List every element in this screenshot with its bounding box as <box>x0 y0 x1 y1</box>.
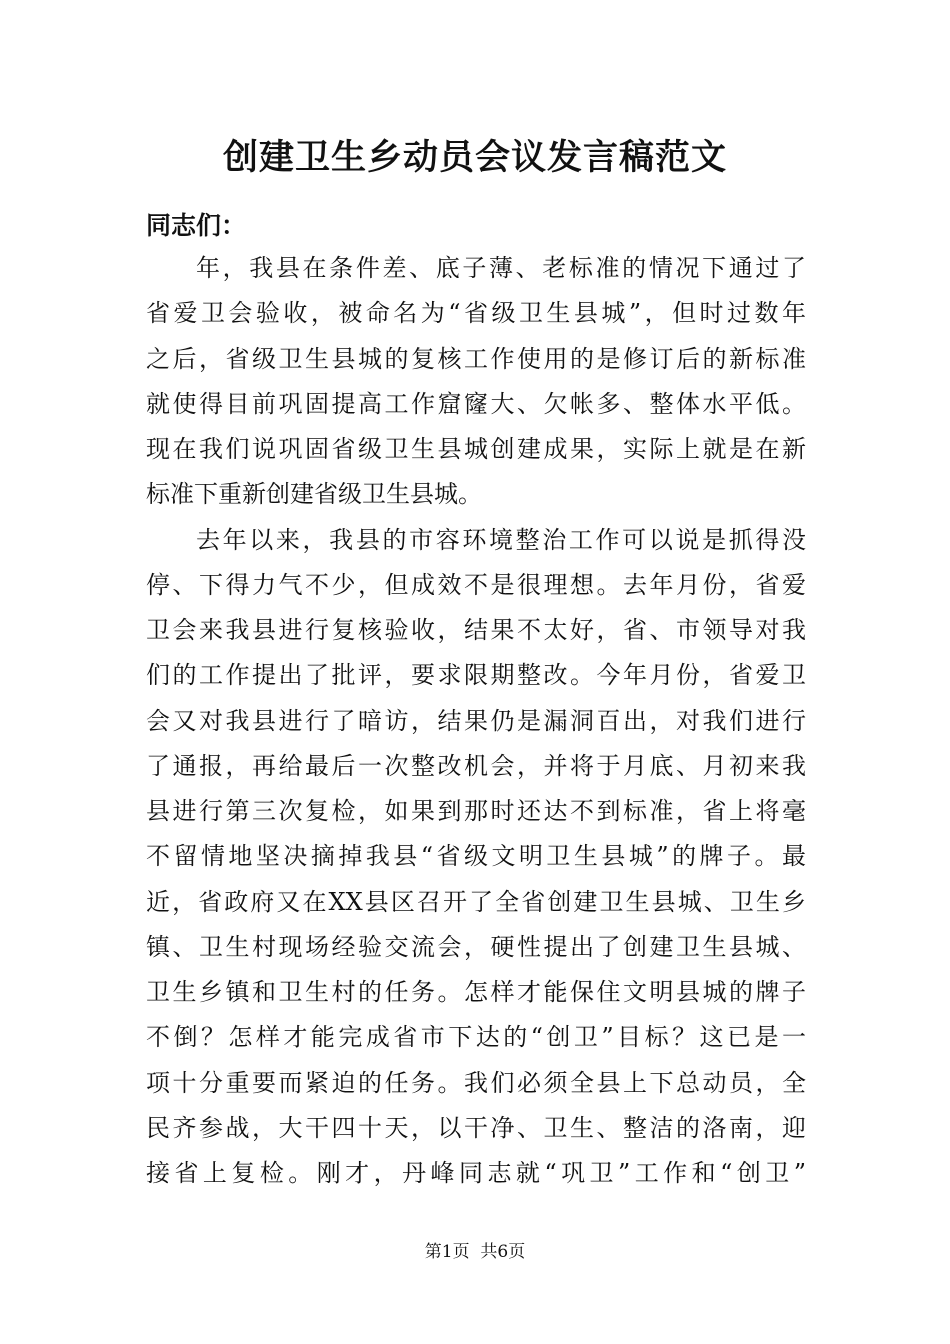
paragraph-1-line-1: 年，我县在条件差、底子薄、老标准的情况下通过了 <box>196 254 806 282</box>
paragraph-2-line-15: 接省上复检。刚才，丹峰同志就“巩卫”工作和“创卫” <box>146 1159 806 1187</box>
document-title: 创建卫生乡动员会议发言稿范文 <box>222 137 727 178</box>
page-number: 第1页 共6页 <box>424 1242 526 1262</box>
paragraph-2-line-6: 了通报，再给最后一次整改机会，并将于月底、月初来我 <box>146 751 806 780</box>
paragraph-2-line-9: 近，省政府又在XX县区召开了全省创建卫生县城、卫生乡 <box>146 887 806 916</box>
paragraph-1-line-2: 省爱卫会验收，被命名为“省级卫生县城”，但时过数年 <box>146 299 806 328</box>
document-body <box>146 246 806 1196</box>
paragraph-2-line-10: 镇、卫生村现场经验交流会，硬性提出了创建卫生县城、 <box>146 932 806 961</box>
paragraph-1-line-6: 标准下重新创建省级卫生县城。 <box>146 480 482 509</box>
paragraph-2-line-8: 不留情地坚决摘掉我县“省级文明卫生县城”的牌子。最 <box>146 842 806 871</box>
paragraph-2-line-3: 卫会来我县进行复核验收，结果不太好，省、市领导对我 <box>146 616 806 644</box>
paragraph-2-line-13: 项十分重要而紧迫的任务。我们必须全县上下总动员，全 <box>146 1068 806 1097</box>
paragraph-2-line-4: 们的工作提出了批评，要求限期整改。今年月份，省爱卫 <box>146 661 806 690</box>
paragraph-1-line-5: 现在我们说巩固省级卫生县城创建成果，实际上就是在新 <box>146 435 806 463</box>
salutation: 同志们： <box>146 211 247 240</box>
paragraph-1-line-3: 之后，省级卫生县城的复核工作使用的是修订后的新标准 <box>146 344 806 373</box>
paragraph-2-line-7: 县进行第三次复检，如果到那时还达不到标准，省上将毫 <box>146 797 806 825</box>
paragraph-2-line-11: 卫生乡镇和卫生村的任务。怎样才能保住文明县城的牌子 <box>146 978 806 1006</box>
paragraph-2-line-14: 民齐参战，大干四十天，以干净、卫生、整洁的洛南，迎 <box>146 1113 806 1142</box>
paragraph-2-line-5: 会又对我县进行了暗访，结果仍是漏洞百出，对我们进行 <box>146 706 806 735</box>
paragraph-2-line-1: 去年以来，我县的市容环境整治工作可以说是抓得没 <box>196 525 806 554</box>
paragraph-1-line-4: 就使得目前巩固提高工作窟窿大、欠帐多、整体水平低。 <box>146 389 806 418</box>
paragraph-2-line-2: 停、下得力气不少，但成效不是很理想。去年月份，省爱 <box>146 570 806 599</box>
paragraph-2-line-12: 不倒？怎样才能完成省市下达的“创卫”目标？这已是一 <box>146 1023 806 1052</box>
